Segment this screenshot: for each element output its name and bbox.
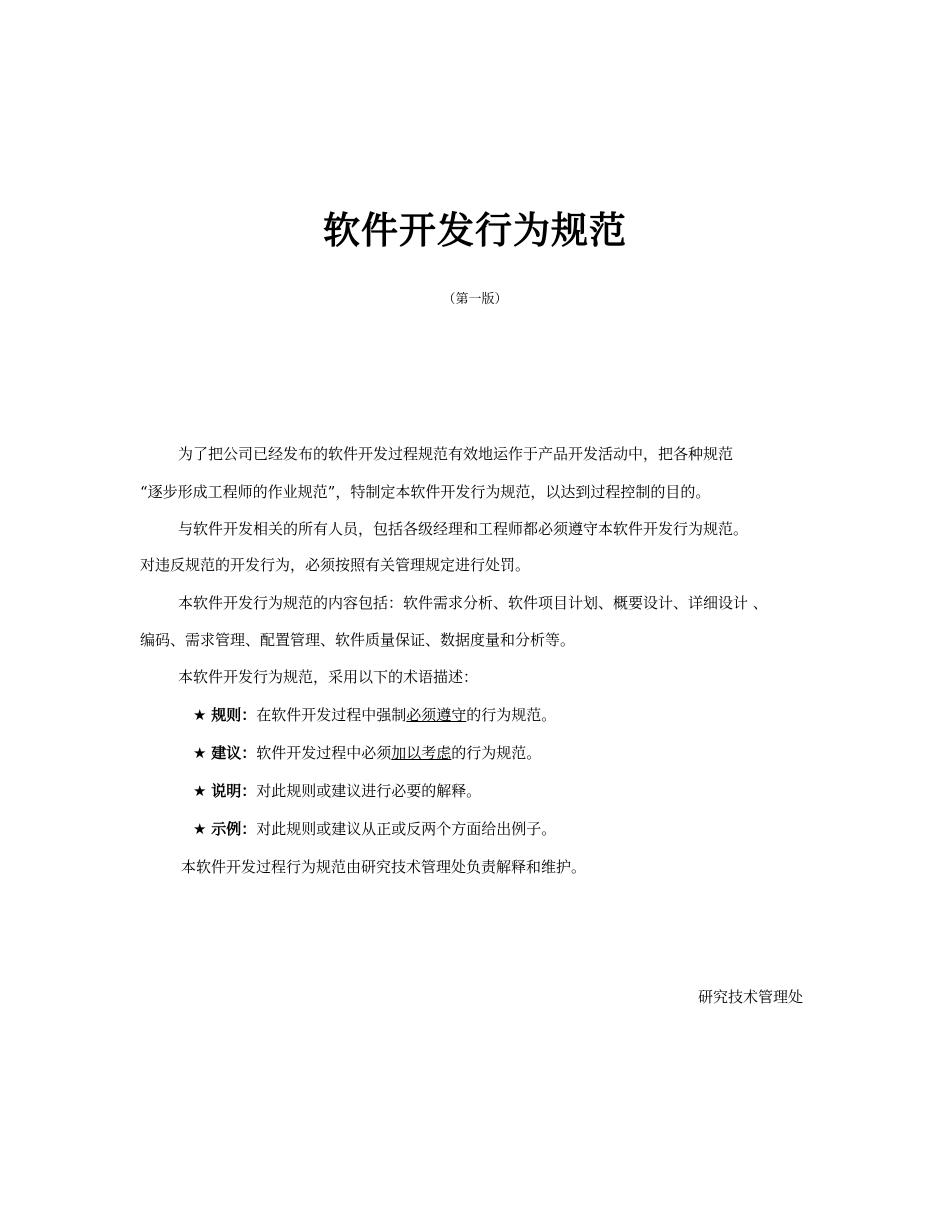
term-text: 在软件开发过程中强制 (256, 706, 407, 724)
term-text: 的行为规范。 (451, 744, 542, 762)
term-name: 说明 (211, 782, 242, 800)
term-name: 建议 (211, 744, 242, 762)
term-emphasis: 必须遵守 (406, 706, 467, 724)
paragraph-line: 编码、需求管理、配置管理、软件质量保证、数据度量和分析等。 (140, 631, 576, 649)
term-example (193, 819, 556, 839)
paragraph-line: “逐步形成工程师的作业规范”，特制定本软件开发行为规范，以达到过程控制的目的。 (140, 483, 711, 501)
paragraph-line: 本软件开发行为规范的内容包括：软件需求分析、软件项目计划、概要设计、详细设计 、 (178, 594, 768, 612)
term-text: 的行为规范。 (466, 706, 557, 724)
term-text: 对此规则或建议从正或反两个方面给出例子。 (256, 820, 557, 838)
star-icon: ★ (193, 706, 207, 724)
paragraph-line: 为了把公司已经发布的软件开发过程规范有效地运作于产品开发活动中，把各种规范 (178, 445, 734, 463)
term-suggestion (193, 743, 541, 763)
star-icon: ★ (193, 782, 207, 800)
term-rule (193, 705, 556, 725)
term-name: 示例 (211, 820, 242, 838)
document-title: 软件开发行为规范 (323, 209, 627, 252)
edition-subtitle: （第一版） (442, 292, 508, 307)
closing-statement: 本软件开发过程行为规范由研究技术管理处负责解释和维护。 (181, 858, 587, 876)
signature: 研究技术管理处 (698, 988, 804, 1006)
star-icon: ★ (193, 744, 207, 762)
paragraph-line: 本软件开发行为规范，采用以下的术语描述： (178, 668, 479, 686)
term-text: 对此规则或建议进行必要的解释。 (256, 782, 482, 800)
term-colon: ： (241, 744, 257, 762)
term-colon: ： (241, 706, 257, 724)
term-text: 软件开发过程中必须 (256, 744, 392, 762)
paragraph-line: 与软件开发相关的所有人员，包括各级经理和工程师都必须遵守本软件开发行为规范。 (178, 520, 749, 538)
term-colon: ： (241, 782, 257, 800)
term-colon: ： (241, 820, 257, 838)
paragraph-line: 对违反规范的开发行为，必须按照有关管理规定进行处罚。 (140, 556, 531, 574)
term-name: 规则 (211, 706, 242, 724)
star-icon: ★ (193, 820, 207, 838)
term-explanation (193, 781, 481, 801)
term-emphasis: 加以考虑 (391, 744, 452, 762)
